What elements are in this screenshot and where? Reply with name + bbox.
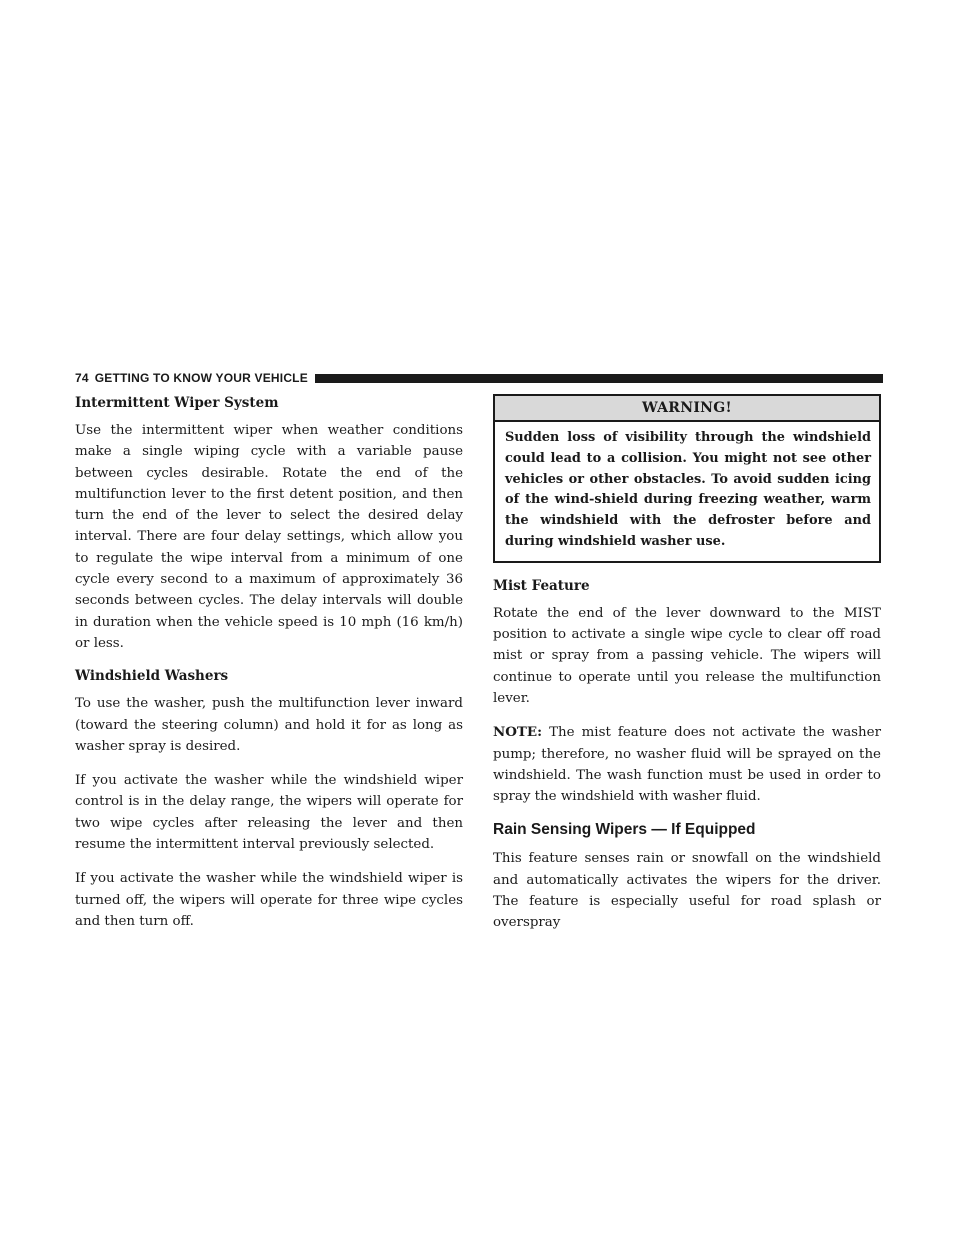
heading-windshield-washers: Windshield Washers	[75, 668, 229, 685]
note-text: The mist feature does not activate the washer pump; therefore, no washer fluid will be sprayed on the windshield. The wash function must be used in order to spray the windshield with washer fluid.	[493, 725, 881, 805]
section-title: GETTING TO KNOW YOUR VEHICLE	[94, 371, 308, 385]
right-column	[493, 394, 881, 947]
page-number: 74	[75, 371, 89, 385]
left-column	[75, 394, 463, 945]
note-label: NOTE:	[493, 724, 543, 741]
running-header	[75, 371, 883, 385]
heading-mist-feature: Mist Feature	[493, 577, 590, 594]
warning-title: WARNING!	[495, 396, 879, 422]
paragraph-rain-sensing: This feature senses rain or snowfall on the windshield and automatically activates the wipers for the driver. The feature is especially useful for road splash or overspray	[493, 851, 881, 931]
paragraph-washers-1: To use the washer, push the multifunction lever inward (toward the steering column) and hold it for as long as washer spray is desired.	[75, 696, 463, 754]
warning-box	[493, 394, 881, 563]
header-rule	[315, 374, 883, 383]
heading-rain-sensing-wipers: Rain Sensing Wipers — If Equipped	[493, 821, 756, 839]
paragraph-intermittent-wiper: Use the intermittent wiper when weather conditions make a single wiping cycle with a variable pause between cycles desirable. Rotate the end of the multifunction lever to the first detent position, and then turn the end of the lever to select the desired delay interval. There are four delay settings, which allow you to regulate the wipe interval from a minimum of one cycle every second to a maximum of approximately 36 seconds between cycles. The delay intervals will double in duration when the vehicle speed is 10 mph (16 km/h) or less.	[75, 423, 463, 651]
paragraph-mist-feature: Rotate the end of the lever downward to the MIST position to activate a single wipe cycle to clear off road mist or spray from a passing vehicle. The wipers will continue to operate until you release the multifunction lever.	[493, 605, 881, 706]
heading-intermittent-wiper: Intermittent Wiper System	[75, 395, 279, 411]
paragraph-washers-3: If you activate the washer while the windshield wiper is turned off, the wipers will operate for three wipe cycles and then turn off.	[75, 871, 463, 929]
paragraph-washers-2: If you activate the washer while the windshield wiper control is in the delay range, the wipers will operate for two wipe cycles after releasing the lever and then resume the intermittent interval previously selected.	[75, 773, 463, 853]
warning-text: Sudden loss of visibility through the windshield could lead to a collision. You might not see other vehicles or other obstacles. To avoid sudden icing of the wind-shield during freezing weather, warm the windshield with the defroster before and during windshield washer use.	[505, 430, 871, 549]
note-paragraph	[493, 722, 881, 807]
